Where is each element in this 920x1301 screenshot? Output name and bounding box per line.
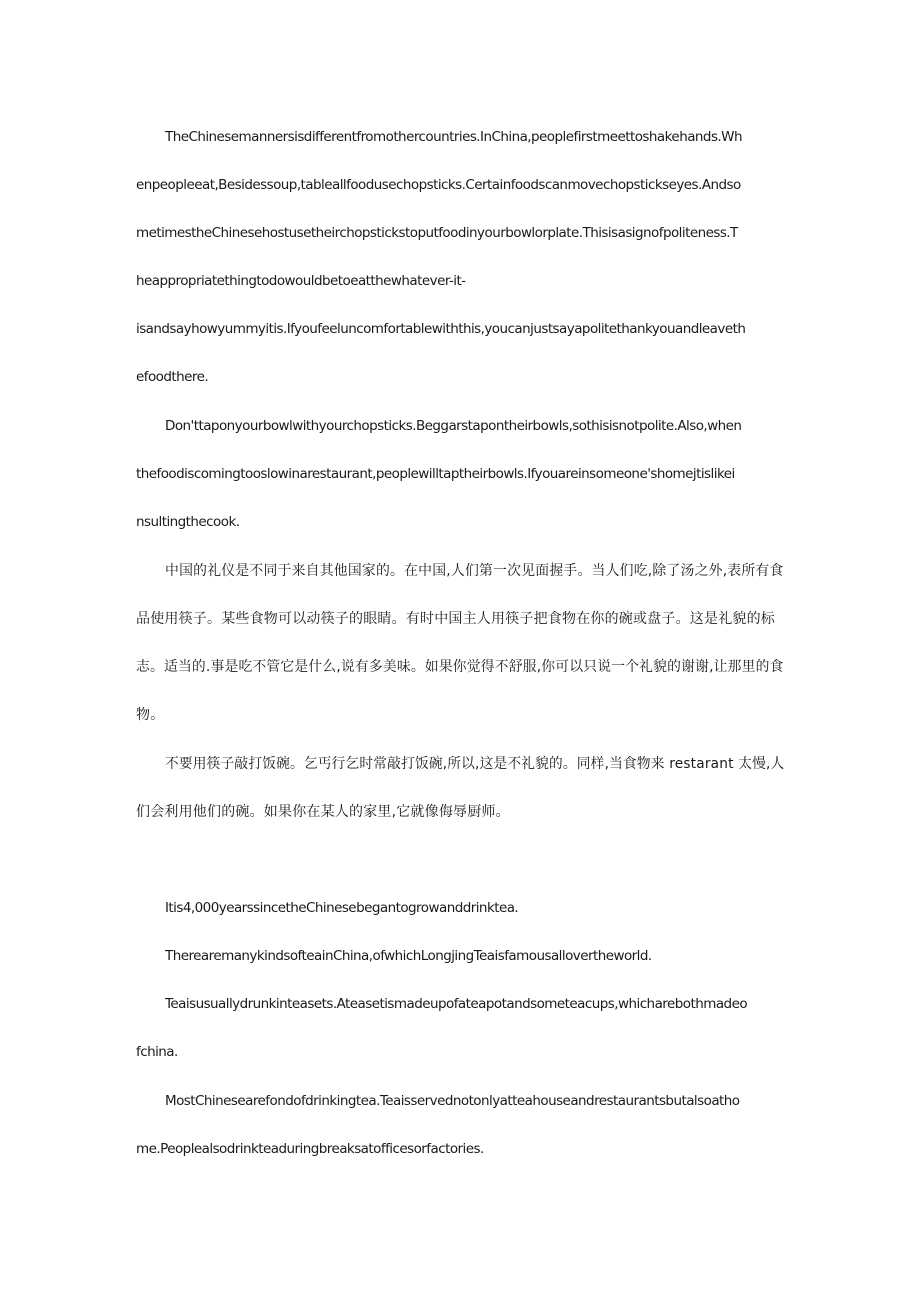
paragraph-tapping-cn-line-1: 不要用筷子敲打饭碗。乞丐行乞时常敲打饭碗,所以,这是不礼貌的。同样,当食物来 restarant 太慢,人 <box>165 756 785 772</box>
paragraph-manners-cn-line-1: 中国的礼仪是不同于来自其他国家的。在中国,人们第一次见面握手。当人们吃,除了汤之外,表所有食 <box>165 563 784 579</box>
paragraph-manners-cn-line-3: 志。适当的.事是吃不管它是什么,说有多美味。如果你觉得不舒服,你可以只说一个礼貌的谢谢,让那里的食 <box>136 659 784 675</box>
paragraph-tea-drinking-line-2: me.Peoplealsodrinkteaduringbreaksatofficesorfactories. <box>136 1141 484 1157</box>
paragraph-manners-line-3: metimestheChinesehostusetheirchopstickstoputfoodinyourbowlorplate.Thisisasignofpoliteness.T <box>136 225 738 241</box>
paragraph-manners-line-6: efoodthere. <box>136 369 209 385</box>
paragraph-tea-kinds: TherearemanykindsofteainChina,ofwhichLongjingTeaisfamousallovertheworld. <box>165 948 652 964</box>
paragraph-manners-line-2: enpeopleeat,Besidessoup,tableallfoodusechopsticks.Certainfoodscanmovechopstickseyes.Andso <box>136 177 741 193</box>
paragraph-manners-cn-line-4: 物。 <box>136 707 165 723</box>
paragraph-tea-sets-line-2: fchina. <box>136 1044 178 1060</box>
paragraph-manners-line-4: heappropriatethingtodowouldbetoeatthewhatever-it- <box>136 273 466 289</box>
paragraph-tapping-line-1: Don'ttaponyourbowlwithyourchopsticks.Beggarstapontheirbowls,sothisisnotpolite.Also,when <box>165 418 742 434</box>
paragraph-manners-line-1: TheChinesemannersisdifferentfromothercountries.InChina,peoplefirstmeettoshakehands.Wh <box>165 129 742 145</box>
paragraph-manners-cn-line-2: 品使用筷子。某些食物可以动筷子的眼睛。有时中国主人用筷子把食物在你的碗或盘子。这是礼貌的标 <box>136 611 775 627</box>
paragraph-tapping-line-3: nsultingthecook. <box>136 514 240 530</box>
paragraph-tea-sets-line-1: Teaisusuallydrunkinteasets.Ateasetismadeupofateapotandsometeacups,whicharebothmadeo <box>165 996 748 1012</box>
paragraph-tea-drinking-line-1: MostChinesearefondofdrinkingtea.Teaisservednotonlyatteahouseandrestaurantsbutalsoatho <box>165 1093 740 1109</box>
paragraph-tapping-line-2: thefoodiscomingtooslowinarestaurant,peoplewilltaptheirbowls.Ifyouareinsomeone'shomejtislikei <box>136 466 735 482</box>
paragraph-manners-line-5: isandsayhowyummyitis.Ifyoufeeluncomfortablewiththis,youcanjustsayapolitethankyouandleaveth <box>136 321 746 337</box>
paragraph-tapping-cn-line-2: 们会利用他们的碗。如果你在某人的家里,它就像侮辱厨师。 <box>136 804 510 820</box>
paragraph-tea-history: Itis4,000yearssincetheChinesebegantogrowanddrinktea. <box>165 900 519 916</box>
